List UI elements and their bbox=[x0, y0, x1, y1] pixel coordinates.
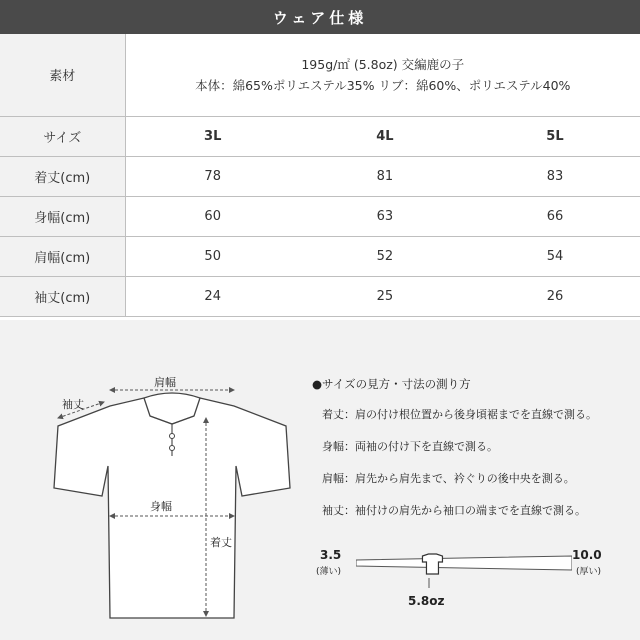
row-label-body-width: 身幅(cm) bbox=[0, 196, 125, 236]
table-row bbox=[0, 236, 640, 276]
size-3l: 3L bbox=[125, 116, 300, 156]
legend-item: 着丈：肩の付け根位置から後身頃裾までを直線で測る。 bbox=[322, 408, 597, 421]
row-label-shoulder: 肩幅(cm) bbox=[0, 236, 125, 276]
gauge-max-note: (厚い) bbox=[576, 567, 602, 577]
legend-item: 袖丈：袖付けの肩先から袖口の端までを直線で測る。 bbox=[322, 504, 586, 517]
table-cell: 52 bbox=[300, 236, 470, 276]
table-cell: 25 bbox=[300, 276, 470, 316]
size-guide-panel bbox=[0, 320, 640, 640]
table-cell: 78 bbox=[125, 156, 300, 196]
row-label-length: 着丈(cm) bbox=[0, 156, 125, 196]
sleeve-length-label: 袖丈 bbox=[62, 398, 84, 411]
table-cell: 66 bbox=[470, 196, 640, 236]
table-cell: 54 bbox=[470, 236, 640, 276]
size-label: サイズ bbox=[0, 116, 125, 156]
material-row bbox=[0, 34, 640, 116]
size-5l: 5L bbox=[470, 116, 640, 156]
table-row bbox=[0, 276, 640, 316]
material-content bbox=[125, 34, 640, 116]
gauge-bar bbox=[356, 550, 572, 580]
table-cell: 26 bbox=[470, 276, 640, 316]
size-4l: 4L bbox=[300, 116, 470, 156]
table-row bbox=[0, 156, 640, 196]
gauge-max-value: 10.0 bbox=[572, 548, 602, 562]
legend-item: 肩幅：肩先から肩先まで、衿ぐりの後中央を測る。 bbox=[322, 472, 575, 485]
gauge-current-value: 5.8oz bbox=[408, 594, 445, 608]
measurement-legend bbox=[312, 376, 597, 534]
table-cell: 83 bbox=[470, 156, 640, 196]
material-label: 素材 bbox=[0, 34, 125, 116]
gauge-min-note: (薄い) bbox=[316, 567, 342, 577]
button bbox=[170, 446, 175, 451]
fabric-thickness-gauge bbox=[312, 546, 622, 616]
legend-title: ●サイズの見方・寸法の測り方 bbox=[312, 377, 471, 391]
gauge-pointer bbox=[424, 578, 434, 592]
table-cell: 63 bbox=[300, 196, 470, 236]
shoulder-width-label: 肩幅 bbox=[154, 376, 176, 389]
spec-title: ウェア仕様 bbox=[272, 8, 368, 27]
material-line-1: 195g/㎡ (5.8oz) 交編鹿の子 bbox=[301, 56, 465, 72]
spec-table bbox=[0, 34, 640, 317]
gauge-min-value: 3.5 bbox=[320, 548, 342, 562]
length-label: 着丈 bbox=[210, 536, 232, 549]
button bbox=[170, 434, 175, 439]
size-header-row bbox=[0, 116, 640, 156]
table-row bbox=[0, 196, 640, 236]
table-cell: 50 bbox=[125, 236, 300, 276]
row-label-sleeve: 袖丈(cm) bbox=[0, 276, 125, 316]
body-width-label: 身幅 bbox=[150, 500, 172, 513]
legend-item: 身幅：両袖の付け下を直線で測る。 bbox=[322, 440, 498, 453]
table-cell: 60 bbox=[125, 196, 300, 236]
material-line-2: 本体：綿65%ポリエステル35% リブ：綿60%、ポリエステル40% bbox=[195, 77, 571, 93]
spec-title-bar bbox=[0, 0, 640, 34]
table-cell: 24 bbox=[125, 276, 300, 316]
table-cell: 81 bbox=[300, 156, 470, 196]
